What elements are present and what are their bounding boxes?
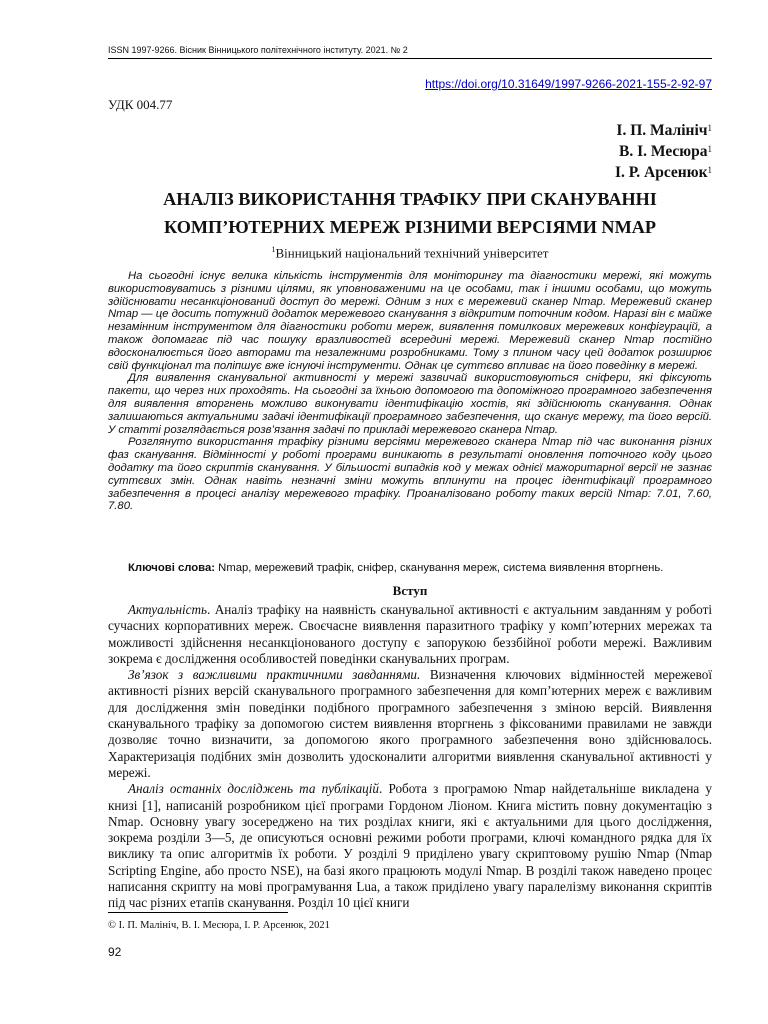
doi-link[interactable]: https://doi.org/10.31649/1997-9266-2021-155-2-92-97 [425,77,712,91]
body-text [108,602,712,912]
abstract-paragraph-2: Для виявлення сканувальної активності у мережі зазвичай використовуються сніфери, які фіксують пакети, що через них проходять. На сьогодні за їхньою допомогою та допоміжного програмного забезпечення для виявлення вторгнень можливо виконувати ідентифікацію хостів, які здійснюють сканування. Однак залишаються актуальними задачі ідентифікації програмного забезпечення, що сканує мережу, та його версій. У статті розглядається розв’язання задачі по прикладі мережевого сканера Nmap. [108,372,712,436]
author-3: І. Р. Арсенюк$^1$ [614,164,712,181]
body-paragraph-1: Актуальність. Аналіз трафіку на наявність сканувальної активності є актуальним завданням у роботі сучасних корпоративних мереж. Своєчасне виявлення паразитного трафіку у комп’ютерних мережах та можливості здійснення несанкціонованого доступу є запорукою беззбійної роботи мережі. Важливим зокрема є дослідження особливостей поведінки сканувальних програм. [108,602,712,666]
abstract-paragraph-1: На сьогодні існує велика кількість інструментів для моніторингу та діагностики мережі, які можуть використовуватись з різними цілями, як уповноваженими на це особами, так і іншими особами, що можуть здійснювати несанкціонований доступ до мережі. Одним з них є мережевий сканер Nmap. Мережевий сканер Nmap — це досить потужний додаток мережевого сканування з відкритим поточним кодом. Наразі він є майже незамінним інструментом для діагностики роботи мереж, виявлення помилкових мережевих конфігурацій, а також допомагає під час пошуку вразливостей всередині мережі. Мережевий сканер Nmap постійно вдосконалюється його авторами та незалежними розробниками. Тому з плином часу цей додаток розширює свій функціонал та поліпшує вже існуючі інструменти. Однак це суттєво впливає на його поведінку в мережі. [108,270,712,372]
body-paragraph-3: Аналіз останніх досліджень та публікацій. Робота з програмою Nmap найдетальніше викладена у книзі [1], написаній розробником цієї програми Гордоном Ліоном. Книга містить повну документацію з Nmap. Основну увагу зосереджено на тих розділах книги, які є актуальними для цього дослідження, зокрема розділи 3—5, де описуються основні режими роботи програми, ключі командного рядка для їх виклику та опис алгоритмів їх роботи. У розділі 9 приділено увагу скриптовому рушію Nmap (Nmap Scripting Engine, або просто NSE), на базі якого працюють модулі Nmap. В розділі також наведено процес написання скрипту на мові програмування Lua, а також приділено увагу паралелізму виконання скриптів під час різних етапів сканування. Розділ 10 цієї книги [108,781,713,911]
title-line-2: КОМП’ЮТЕРНИХ МЕРЕЖ РІЗНИМИ ВЕРСІЯМИ NMAP [164,217,656,237]
footnote-divider [108,912,288,913]
keywords [108,562,712,574]
paper-title [108,185,712,241]
author-1: І. П. Малініч$^1$ [616,122,712,139]
abstract [108,270,712,513]
section-title: Вступ [392,583,428,598]
udk-code: УДК 004.77 [108,97,173,112]
journal-header: ISSN 1997-9266. Вісник Вінницького політехнічного інституту. 2021. № 2 [108,45,408,55]
author-list [615,120,712,183]
page-number: 92 [108,945,122,959]
copyright-footnote: © І. П. Малініч, В. І. Месюра, І. Р. Арсенюк, 2021 [108,920,330,931]
affiliation: $^1$Вінницький національний технічний університет [271,245,549,261]
keywords-text: Nmap, мережевий трафік, сніфер, сканування мереж, система виявлення вторгнень. [215,562,664,574]
header-divider [108,58,712,59]
body-paragraph-2: Зв’язок з важливими практичними завданнями. Визначення ключових відмінностей мережевої активності різних версій сканувального програмного забезпечення для комп’ютерних мереж є важливим для дослідження змін поведінки подібного програмного забезпечення з зміною версій. Виявлення сканувального трафіку за допомогою систем виявлення вторгнень з фіксованими правилами не завжди дозволяє точно визначити, за допомогою якого програмного забезпечення воно здійснювалось. Характеризація подібних змін дозволить удосконалити алгоритми виявлення сканувальної активності у мережі. [108,667,712,780]
abstract-paragraph-3: Розглянуто використання трафіку різними версіями мережевого сканера Nmap під час виконання різних фаз сканування. Відмінності у роботі програми виникають в результаті оновлення поточного коду цього додатку та його скриптів сканування. У більшості випадків код у межах однієї мажоритарної версії не зазнає суттєвих змін. Однак навіть незначні зміни можуть вплинути на процес ідентифікації програмного забезпечення в процесі аналізу мережевого трафіку. Проаналізовано роботу таких версій Nmap: 7.01, 7.60, 7.80. [108,436,712,513]
author-2: В. І. Месюра$^1$ [619,143,712,160]
keywords-label: Ключові слова: [128,562,216,574]
title-line-1: АНАЛІЗ ВИКОРИСТАННЯ ТРАФІКУ ПРИ СКАНУВАННІ [163,189,657,209]
